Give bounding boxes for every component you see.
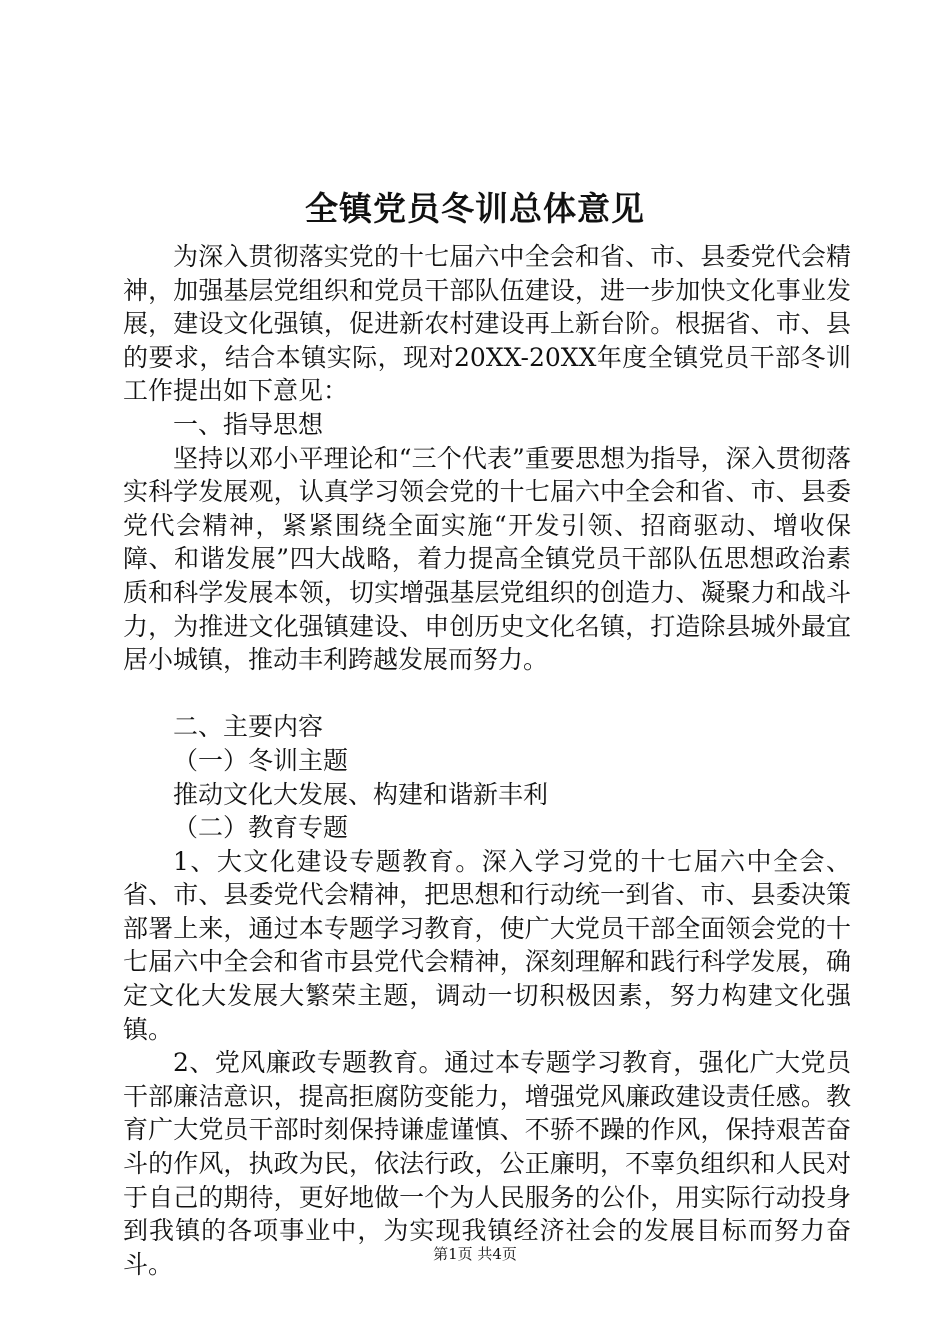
intro-paragraph: 为深入贯彻落实党的十七届六中全会和省、市、县委党代会精神，加强基层党组织和党员干部队伍建设，进一步加快文化事业发展，建设文化强镇，促进新农村建设再上新台阶。根据省、市、县的要求，结合本镇实际，现对20XX-20XX年度全镇党员干部冬训工作提出如下意见：: [123, 242, 851, 406]
theme-text: 推动文化大发展、构建和谐新丰利: [173, 779, 549, 809]
topic-2-paragraph: 2、党风廉政专题教育。通过本专题学习教育，强化广大党员干部廉洁意识，提高拒腐防变能力，增强党风廉政建设责任感。教育广大党员干部时刻保持谦虚谨慎、不骄不躁的作风，保持艰苦奋斗的作风，执政为民，依法行政，公正廉明，不辜负组织和人民对于自己的期待，更好地做一个为人民服务的公仆，用实际行动投身到我镇的各项事业中，为实现我镇经济社会的发展目标而努力奋斗。: [123, 1048, 851, 1279]
subheading-winter-training-theme: （一）冬训主题: [173, 745, 349, 775]
document-body: [123, 240, 851, 1281]
topic-1-paragraph: 1、大文化建设专题教育。深入学习党的十七届六中全会、省、市、县委党代会精神，把思想和行动统一到省、市、县委决策部署上来，通过本专题学习教育，使广大党员干部全面领会党的十七届六中全会和省市县党代会精神，深刻理解和践行科学发展，确定文化大发展大繁荣主题，调动一切积极因素，努力构建文化强镇。: [123, 846, 851, 1044]
subheading-education-topics: （二）教育专题: [173, 813, 349, 843]
blank-line: [123, 677, 851, 711]
page-number-footer: 第1页 共4页: [433, 1245, 517, 1263]
document-title: 全镇党员冬训总体意见: [305, 189, 645, 228]
guiding-ideology-paragraph: 坚持以邓小平理论和“三个代表”重要思想为指导，深入贯彻落实科学发展观，认真学习领会党的十七届六中全会和省、市、县委党代会精神，紧紧围绕全面实施“开发引领、招商驱动、增收保障、和谐发展”四大战略，着力提高全镇党员干部队伍思想政治素质和科学发展本领，切实增强基层党组织的创造力、凝聚力和战斗力，为推进文化强镇建设、申创历史文化名镇，打造除县城外最宜居小城镇，推动丰利跨越发展而努力。: [123, 443, 851, 675]
section-heading-main-content: 二、主要内容: [173, 712, 324, 742]
section-heading-guiding-ideology: 一、指导思想: [173, 409, 324, 439]
